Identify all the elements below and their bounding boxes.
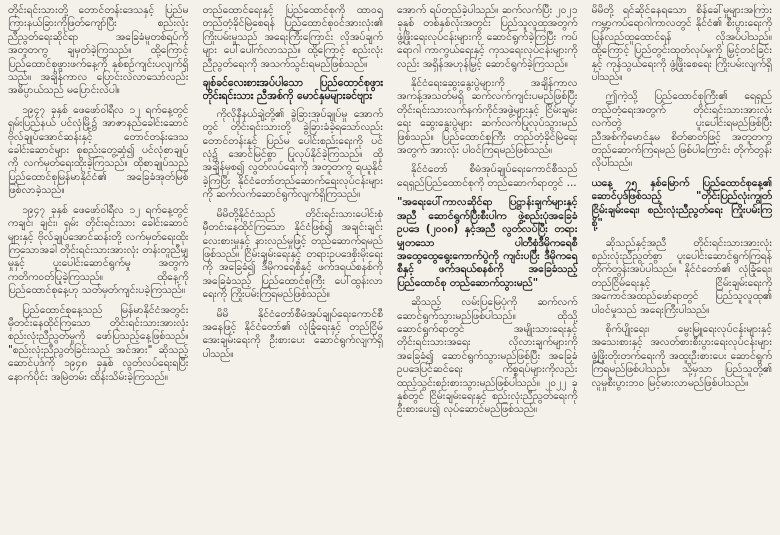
section-heading: ချစ်ခင်လေးစားအပ်ပါသော ပြည်ထောင်စုဖွား တိုင်းရင်းသား ညီအစ်ကို မောင်နှမများခင်ဗျား: [202, 77, 383, 103]
article-paragraph: ၁၉၄၇ ခုနှစ် ဖေဖော်ဝါရီလ ၁၂ ရက်နေ့တွင် ရှမ်းပြည်နယ် ပင်လုံမြို့၌ အာဇာနည်ခေါင်းဆောင် ဗိုလ်ချုပ်အောင်ဆန်းနှင့် တောင်တန်းဒေသခေါင်းဆောင်များ စုစည်းတွေ့ဆုံ၍ ပင်လုံစာချုပ်ကို လက်မှတ်ရေးထိုးခဲ့ကြသည်။ ထိုစာချုပ်သည် ပြည်ထောင်စုမြန်မာနိုင်ငံ၏ အခြေခံအုတ်မြစ်ဖြစ်လာခဲ့သည်။: [8, 103, 189, 197]
column-2: [203, 4, 384, 535]
article-paragraph: တိုင်းရင်းသားတို့ တောင်တန်းဒေသနှင့် ပြည်မကြားနယ်ခြားကိုဖြတ်ကျော်ပြီး စည်းလုံးညီညွတ်ရေးဆိုင်ရာ အခြေခံမူတစ်ရပ်ကို အတူတကွ ချမှတ်ခဲ့ကြသည်။ ထို့ကြောင့် ပြည်ထောင်စုဖွားဖက်နေ့ကို နှစ်စဉ်ကျင်းပလျက်ရှိသည်။ အချိန်ကာလ ပြောင်းလဲလာသော်လည်း အဓိပ္ပာယ်သည် မပြောင်းလဲပါ။: [8, 4, 189, 97]
article-paragraph: နိုင်ငံတော် စီမံအုပ်ချုပ်ရေးကောင်စီသည် ရေရှည်ပြည်ထောင်စုကို တည်ဆောက်ရာတွင် ...: [397, 163, 578, 189]
article-paragraph: တည်ထောင်ရေးနှင့် ပြည်ထောင်စုကို ထာဝရတည်တံ့ခိုင်မြဲစေရန် ပြည်ထောင်စုဝင်အားလုံး၏ ကြိုးပမ်းမှုသည် အရေးကြီးကြောင်း လိုအပ်ချက်များ ပေါ်ပေါက်လာသည်။ ထို့ကြောင့် စည်းလုံးညီညွတ်ရေးကို အသက်သွင်းရမည်ဖြစ်သည်။: [202, 4, 383, 70]
article-paragraph: ကိုလိုနီနယ်ချဲ့တို့၏ ခွဲခြားအုပ်ချုပ်မှု အောက်တွင် တိုင်းရင်းသားတို့ ခွဲခြားခံခဲ့ရသော်လည်း တောင်တန်းနှင့် ပြည်မ ပေါင်းစည်းရေးကို ပင်လုံ၌ အောင်မြင်စွာ ပြုလုပ်နိုင်ခဲ့ကြသည်။ ထိုအချိန်မှစ၍ လွတ်လပ်ရေးကို အတူတကွ ရယူနိုင်ခဲ့ကြပြီး နိုင်ငံတော်တည်ဆောက်ရေးလုပ်ငန်းများကို ဆက်လက်ဆောင်ရွက်လျက်ရှိကြသည်။: [202, 107, 383, 201]
article-paragraph: ဤကဲ့သို့ ပြည်ထောင်စုကြီး၏ ရေရှည်တည်တံ့ရေးအတွက် တိုင်းရင်းသားအားလုံး လက်တွဲ ပူးပေါင်းရမည်ဖြစ်ပြီး ညီအစ်ကိုမောင်နှမ စိတ်ဓာတ်ဖြင့် အတူတကွ တည်ဆောက်ကြရမည် ဖြစ်ပါကြောင်း တိုက်တွန်းလိုပါသည်။: [591, 90, 772, 170]
column-1: [8, 4, 189, 535]
article-paragraph: အောက် ရပ်တည်ခဲ့ပါသည်။ ဆက်လက်ပြီး ၂၀၂၁ ခုနှစ် တစ်နှစ်လုံးအတွင်း ပြည်သူလူထုအတွက် ဖွံ့ဖြိုးရေးလုပ်ငန်းများကို ဆောင်ရွက်ခဲ့ကြပြီး ကပ်ရောဂါ ကာကွယ်ရေးနှင့် ကုသရေးလုပ်ငန်းများကိုလည်း အရှိန်အဟုန်မြှင့် ဆောင်ရွက်ခဲ့ကြသည်။: [397, 4, 578, 70]
article-paragraph: ပြည်ထောင်စုနေ့သည် မြန်မာနိုင်ငံအတွင်း မှီတင်းနေထိုင်ကြသော တိုင်းရင်းသားအားလုံး စည်းလုံးညီညွတ်မှုကို ဖော်ပြသည့်နေ့ဖြစ်သည်။ "စည်းလုံးညီညွတ်ခြင်းသည် အင်အား" ဆိုသည့် ဆောင်ပုဒ်ကို ၁၉၄၈ ခုနှစ် လွတ်လပ်ရေးရပြီးနောက်ပိုင်း အမြဲတမ်း ထိန်းသိမ်းခဲ့ကြသည်။: [8, 303, 189, 383]
article-paragraph: မိမိတို့ ရင်ဆိုင်နေရသော စိန်ခေါ်မှုများအကြား ကမ္ဘာ့ကပ်ရောဂါကာလတွင် နိုင်ငံ၏ စီးပွားရေးကို ပြန်လည်ထူထောင်ရန် လိုအပ်ပါသည်။ ထို့ကြောင့် ပြည်တွင်းထုတ်လုပ်မှုကို မြှင့်တင်ခြင်းနှင့် ကုန်သွယ်ရေးကို ဖွံ့ဖြိုးစေရေး ကြိုးပမ်းလျက်ရှိပါသည်။: [591, 4, 772, 84]
article-paragraph: စိုက်ပျိုးရေး၊ မွေးမြူရေးလုပ်ငန်းများနှင့် အသေးစားနှင့် အလတ်စားစီးပွားရေးလုပ်ငန်းများ ဖွံ့ဖြိုးတိုးတက်ရေးကို အထူးဦးစားပေး ဆောင်ရွက်ကြရမည်ဖြစ်ပါသည်။ သို့မှသာ ပြည်သူတို့၏ လူမှုစီးပွားဘဝ မြင့်မားလာမည်ဖြစ်ပါသည်။: [591, 322, 772, 389]
column-4: [592, 4, 773, 535]
highlighted-quote: ယနေ့ ၇၅ နှစ်မြောက် ပြည်ထောင်စုနေ့၏ ဆောင်ပုဒ်ဖြစ်သည့် "တိုင်းပြည်လုံးကျွတ် ငြိမ်းချမ်းရေး၊ စည်းလုံးညီညွတ်ရေး ကြိုးပမ်းကြစို့": [591, 176, 772, 230]
article-paragraph: ဆိုသည်နှင့်အညီ တိုင်းရင်းသားအားလုံး စည်းလုံးညီညွတ်စွာ ပူးပေါင်းဆောင်ရွက်ကြရန် တိုက်တွန်းအပ်ပါသည်။ နိုင်ငံတော်၏ လုံခြုံရေး၊ တည်ငြိမ်ရေးနှင့် ငြိမ်းချမ်းရေးကို အကောင်အထည်ဖော်ရာတွင် ပြည်သူလူထု၏ ပါဝင်မှုသည် အရေးကြီးပါသည်။: [591, 236, 772, 316]
article-paragraph: မိမိ နိုင်ငံတော်စီမံအုပ်ချုပ်ရေးကောင်စီ အနေဖြင့် နိုင်ငံတော်၏ လုံခြုံရေးနှင့် တည်ငြိမ်အေးချမ်းရေးကို ဦးစားပေး ဆောင်ရွက်လျက်ရှိပါသည်။: [202, 307, 383, 360]
article-paragraph: ၁၉၄၇ ခုနှစ် ဖေဖော်ဝါရီလ ၁၂ ရက်နေ့တွင် ကချင်၊ ချင်း၊ ရှမ်း တိုင်းရင်းသား ခေါင်းဆောင်များနှင့် ဗိုလ်ချုပ်အောင်ဆန်းတို့ လက်မှတ်ရေးထိုးကြသောအခါ တိုင်းရင်းသားအားလုံး တန်းတူညီမျှမှုနှင့် ပူးပေါင်းဆောင်ရွက်မှု အတွက် ကတိကဝတ်ပြုခဲ့ကြသည်။ ထိုနေ့ကို ပြည်ထောင်စုနေ့ဟု သတ်မှတ်ကျင်းပခဲ့ကြသည်။: [8, 203, 189, 297]
article-paragraph: မိမိတို့နိုင်ငံသည် တိုင်းရင်းသားပေါင်းစုံ မှီတင်းနေထိုင်ကြသော နိုင်ငံဖြစ်၍ အချင်းချင်း လေးစားမှုနှင့် နားလည်မှုဖြင့် တည်ဆောက်ရမည်ဖြစ်သည်။ ငြိမ်းချမ်းရေးနှင့် တရားဥပဒေစိုးမိုးရေးကို အခြေခံ၍ ဒီမိုကရေစီနှင့် ဖက်ဒရယ်စနစ်ကို အခြေခံသည့် ပြည်ထောင်စုကြီး ပေါ်ထွန်းလာရေးကို ကြိုးပမ်းကြရမည်ဖြစ်သည်။: [202, 207, 383, 301]
article-paragraph: နိုင်ငံရေးဆွေးနွေးပွဲများကို အချိန်ကာလ အကန့်အသတ်မရှိ ဆက်လက်ကျင်းပမည်ဖြစ်ပြီး တိုင်းရင်းသားလက်နက်ကိုင်အဖွဲ့များနှင့် ငြိမ်းချမ်းရေး ဆွေးနွေးပွဲများ ဆက်လက်ပြုလုပ်သွားမည်ဖြစ်သည်။ ပြည်ထောင်စုကြီး တည်တံ့ခိုင်မြဲရေးအတွက် အားလုံး ပါဝင်ကြရမည်ဖြစ်သည်။: [397, 77, 578, 157]
highlighted-quote: "အရေးပေါ်ကာလဆိုင်ရာ ပြဋ္ဌာန်းချက်များနှင့်အညီ ဆောင်ရွက်ပြီးစီးပါက ဖွဲ့စည်းပုံအခြေခံဥပဒေ (၂၀၀၈) နှင့်အညီ လွတ်လပ်ပြီး တရားမျှတသော ပါတီစုံဒီမိုကရေစီ အထွေထွေရွေးကောက်ပွဲကို ကျင်းပပြီး ဒီမိုကရေစီနှင့် ဖက်ဒရယ်စနစ်ကို အခြေခံသည့် ပြည်ထောင်စု တည်ဆောက်သွားမည်": [397, 196, 578, 289]
column-3: [397, 4, 578, 535]
article-paragraph: ဆိုသည့် လမ်းပြမြေပုံကို ဆက်လက်ဆောင်ရွက်သွားမည်ဖြစ်ပါသည်။ ထိုသို့ ဆောင်ရွက်ရာတွင် အမျိုးသားရေးနှင့် တိုင်းရင်းသားအရေး လိုလားချက်များကို အခြေခံ၍ ဆောင်ရွက်သွားမည်ဖြစ်ပြီး အခြေခံဥပဒေပြင်ဆင်ရေး ကိစ္စရပ်များကိုလည်း ထည့်သွင်းစဉ်းစားသွားမည်ဖြစ်ပါသည်။ ၂၀၂၂ ခုနှစ်တွင် ငြိမ်းချမ်းရေးနှင့် စည်းလုံးညီညွတ်ရေးကို ဦးစားပေး၍ လုပ်ဆောင်မည်ဖြစ်သည်။: [397, 296, 578, 416]
